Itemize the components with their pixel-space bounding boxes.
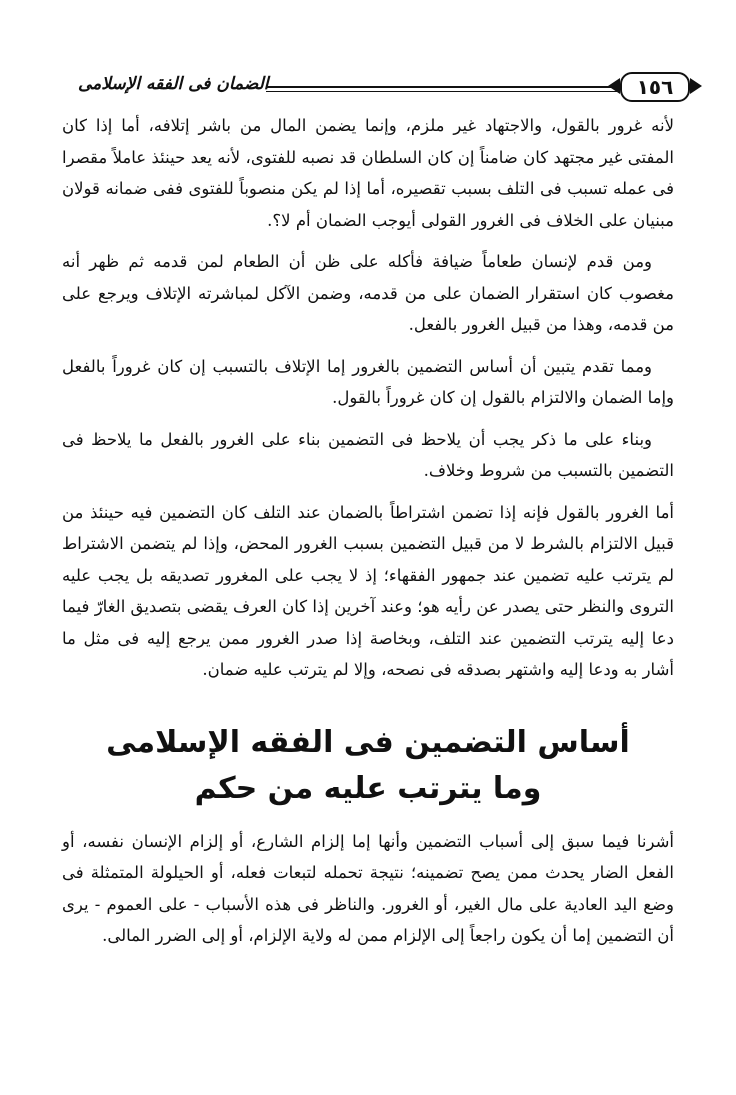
- paragraph: وبناء على ما ذكر يجب أن يلاحظ فى التضمين بناء على الغرور بالفعل ما يلاحظ فى التضمين بالتسبب من شروط وخلاف.: [62, 429, 674, 480]
- header-rule: [266, 86, 620, 88]
- running-header-title: الضمان فى الفقه الإسلامى: [78, 74, 269, 94]
- paragraph: ومن قدم لإنسان طعاماً ضيافة فأكله على ظن أن الطعام لمن قدمه ثم ظهر أنه مغصوب كان استقرار الضمان على من قدمه، وضمن الآكل لمباشرته الإتلاف ويرجع على من قدمه، وهذا من قبيل الغرور بالفعل.: [62, 252, 674, 334]
- page-number-badge: ١٥٦: [620, 72, 690, 102]
- paragraph: ومما تقدم يتبين أن أساس التضمين بالغرور إما الإتلاف بالتسبب إن كان غروراً بالفعل وإما الضمان والالتزام بالقول إن كان غروراً بالقول.: [62, 356, 674, 407]
- running-header: [78, 66, 692, 110]
- section-heading-line-1: أساس التضمين فى الفقه الإسلامى: [106, 724, 630, 760]
- paragraph: أشرنا فيما سبق إلى أسباب التضمين وأنها إما إلزام الشارع، أو إلزام الإنسان نفسه، أو الفعل الضار يحدث ممن يصح تضمينه؛ نتيجة تحمله لتبعات فعله، أو الحيلولة المتمثلة فى وضع اليد العادية على مال الغير، أو الغرور. والناظر فى هذه الأسباب - على العموم - يرى أن التضمين إما أن يكون راجعاً إلى الإلزام ممن له ولاية الإلزام، أو إلى الضرر المالى.: [62, 831, 674, 945]
- section-heading-line-2: وما يترتب عليه من حكم: [194, 770, 542, 806]
- badge-right-arrow-icon: [690, 78, 702, 94]
- badge-left-arrow-icon: [608, 78, 620, 94]
- section-heading: [62, 720, 674, 812]
- paragraph: أما الغرور بالقول فإنه إذا تضمن اشتراطاً بالضمان عند التلف كان التضمين فيه حينئذ من قبيل الالتزام بالشرط لا من قبيل التضمين بسبب الغرور المحض، وإذا لم يتضمن الاشتراط لم يترتب عليه تضمين عند جمهور الفقهاء؛ إذ لا يجب على المغرور تصديقه بل يجب عليه التروى والنظر حتى يصدر عن رأيه هو؛ وعند آخرين إذا كان العرف يقضى بتصديق الغارّ فيما دعا إليه يترتب التضمين عند التلف، وبخاصة إذا صدر الغرور ممن يرجع إليه فى مثل ما أشار به ودعا إليه واشتهر بصدقه فى نصحه، وإلا لم يترتب عليه ضمان.: [62, 502, 674, 679]
- page-body: [62, 110, 674, 962]
- paragraph: لأنه غرور بالقول، والاجتهاد غير ملزم، وإنما يضمن المال من باشر إتلافه، أما إذا كان المفتى غير مجتهد كان ضامناً إن كان السلطان قد نصبه للفتوى، لأنه يعد حينئذ عاملاً مقصرا فى عمله تسبب فى التلف بسبب تقصيره، أما إذا لم يكن منصوباً للفتوى ففى ضمانه قولان مبنيان على الخلاف فى الغرور القولى أيوجب الضمان أم لا؟.: [62, 116, 674, 230]
- header-rule-thin: [266, 91, 620, 92]
